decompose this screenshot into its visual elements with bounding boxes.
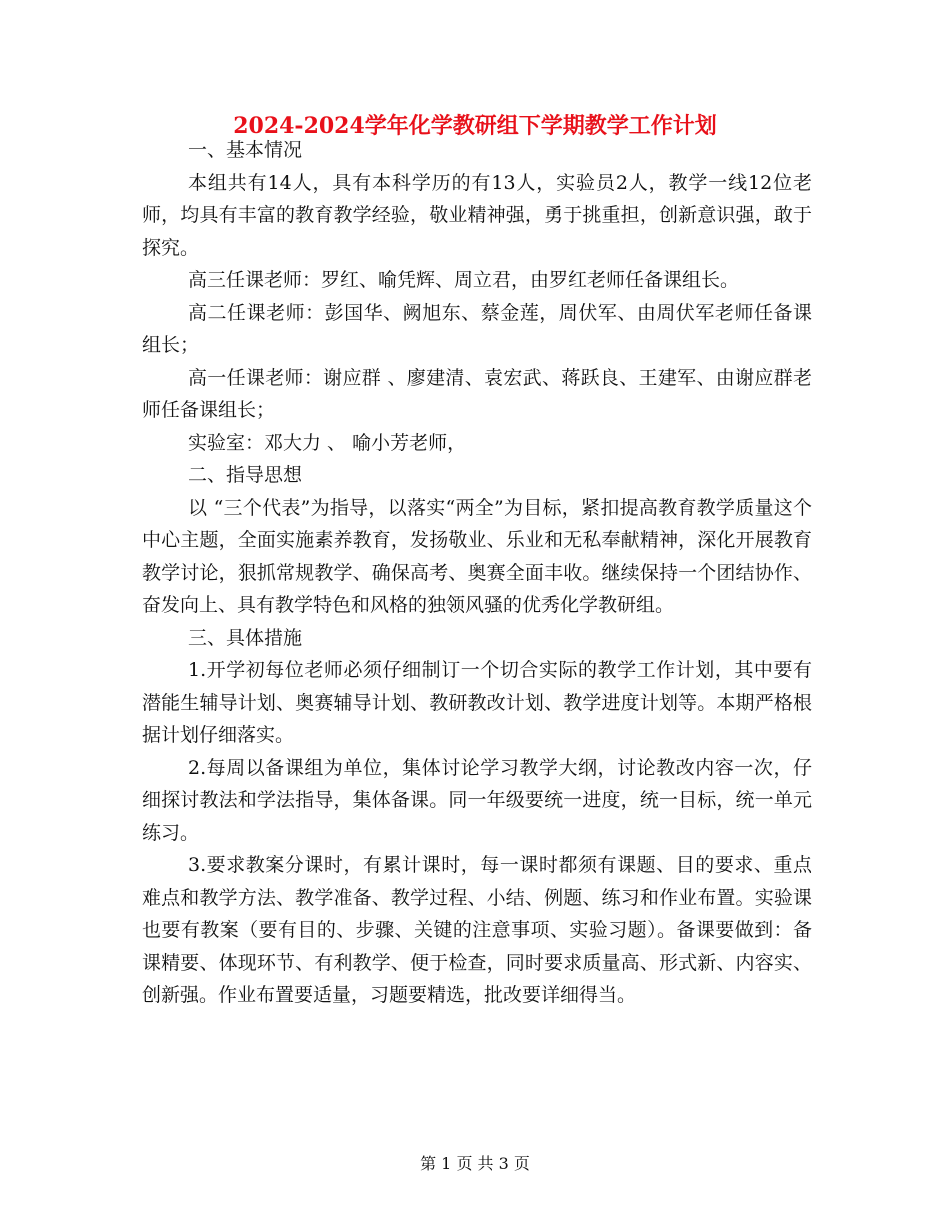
paragraph-measure-2: 2.每周以备课组为单位，集体讨论学习教学大纲，讨论教改内容一次，仔细探讨教法和学法指导，集体备课。同一年级要统一进度，统一目标，统一单元练习。 bbox=[142, 756, 812, 844]
paragraph-grade-two-teachers: 高二任课老师：彭国华、阙旭东、蔡金莲，周伏军、由周伏军老师任备课组长； bbox=[142, 301, 812, 356]
paragraph-measure-1: 1.开学初每位老师必须仔细制订一个切合实际的教学工作计划，其中要有潜能生辅导计划、奥赛辅导计划、教研教改计划、教学进度计划等。本期严格根据计划仔细落实。 bbox=[142, 659, 812, 746]
page-footer bbox=[0, 1152, 950, 1176]
section-heading-guiding-ideology: 二、指导思想 bbox=[188, 464, 303, 486]
document-title: 2024-2024学年化学教研组下学期教学工作计划 bbox=[233, 113, 717, 139]
paragraph-lab-staff: 实验室：邓大力 、 喻小芳老师， bbox=[188, 431, 467, 454]
paragraph-measure-3: 3.要求教案分课时，有累计课时，每一课时都须有课题、目的要求、重点难点和教学方法、教学准备、教学过程、小结、例题、练习和作业布置。实验课也要有教案（要有目的、步骤、关键的注意事项、实验习题）。备课要做到：备课精要、体现环节、有利教学、便于检查，同时要求质量高、形式新、内容实、创新强。作业布置要适量，习题要精选，批改要详细得当。 bbox=[142, 854, 812, 1006]
page-number-label: 第 1 页 共 3 页 bbox=[420, 1154, 530, 1173]
document-body bbox=[142, 134, 812, 1012]
paragraph-group-overview: 本组共有14人，具有本科学历的有13人，实验员2人，教学一线12位老师，均具有丰富的教育教学经验，敬业精神强，勇于挑重担，创新意识强，敢于探究。 bbox=[142, 171, 812, 259]
paragraph-grade-one-teachers: 高一任课老师：谢应群 、廖建清、袁宏武、蒋跃良、王建军、由谢应群老师任备课组长； bbox=[142, 366, 812, 421]
paragraph-grade-three-teachers: 高三任课老师：罗红、喻凭辉、周立君，由罗红老师任备课组长。 bbox=[188, 269, 740, 291]
section-heading-basic-situation: 一、基本情况 bbox=[188, 139, 303, 161]
section-heading-measures: 三、具体措施 bbox=[188, 626, 303, 649]
paragraph-guiding-ideology: 以 “三个代表”为指导，以落实“两全”为目标，紧扣提高教育教学质量这个中心主题，全面实施素养教育，发扬敬业、乐业和无私奉献精神，深化开展教育教学讨论，狠抓常规教学、确保高考、奥赛全面丰收。继续保持一个团结协作、奋发向上、具有教学特色和风格的独领风骚的优秀化学教研组。 bbox=[142, 496, 812, 616]
